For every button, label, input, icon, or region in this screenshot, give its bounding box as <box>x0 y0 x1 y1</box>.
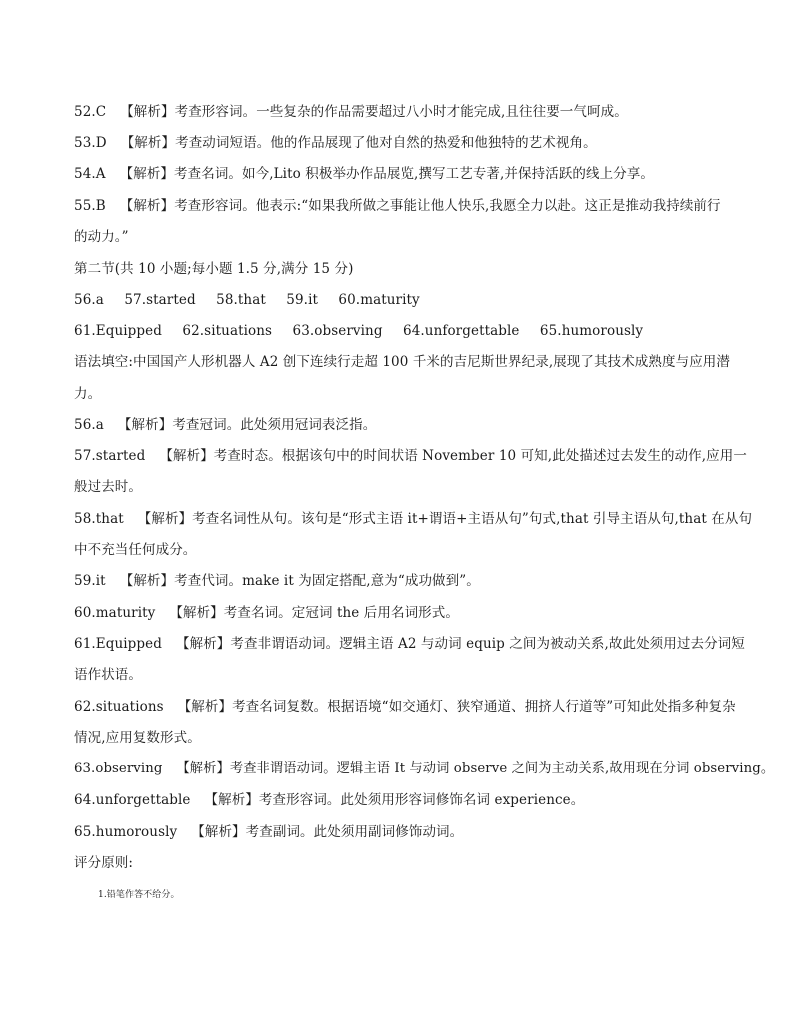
scoring-rule-1: 1.铅笔作答不给分。 <box>98 890 180 900</box>
scoring-heading: 评分原则: <box>74 855 134 871</box>
item-number: 55.B <box>74 198 106 214</box>
item-text: 【解析】考查时态。根据该句中的时间状语 November 10 可知,此处描述过去发生的动作,应用一 <box>159 448 747 464</box>
item-text: 【解析】考查非谓语动词。逻辑主语 It 与动词 observe 之间为主动关系,故用现在分词 observing。 <box>176 761 775 776</box>
item-52 <box>74 104 754 120</box>
explanation-59 <box>74 573 754 589</box>
item-text: 【解析】考查非谓语动词。逻辑主语 A2 与动词 equip 之间为被动关系,故此处须用过去分词短 <box>176 636 745 652</box>
answer: 62.situations <box>182 323 273 339</box>
item-number: 59.it <box>74 573 106 589</box>
answer: 56.a <box>74 292 104 308</box>
answer: 60.maturity <box>338 292 420 308</box>
item-number: 62.situations <box>74 699 164 715</box>
item-text: 【解析】考查名词性从句。该句是“形式主语 it+谓语+主语从句”句式,that 引导主语从句,that 在从句 <box>137 511 753 527</box>
answer: 64.unforgettable <box>403 323 520 339</box>
item-number: 60.maturity <box>74 605 156 621</box>
answer: 65.humorously <box>539 323 644 339</box>
item-number: 54.A <box>74 166 106 182</box>
answer: 58.that <box>216 292 266 308</box>
item-text: 【解析】考查副词。此处须用副词修饰动词。 <box>191 824 464 840</box>
item-text: 【解析】考查形容词。他表示:“如果我所做之事能让他人快乐,我愿全力以赴。这正是推动我持续前行 <box>119 198 721 214</box>
answer: 57.started <box>124 292 196 308</box>
item-text: 【解析】考查形容词。一些复杂的作品需要超过八小时才能完成,且往往要一气呵成。 <box>120 104 628 120</box>
section-heading: 第二节(共 10 小题;每小题 1.5 分,满分 15 分) <box>74 261 354 277</box>
explanation-63 <box>74 761 775 777</box>
explanation-62 <box>74 699 754 715</box>
explanation-64 <box>74 792 754 808</box>
answer: 63.observing <box>292 323 383 339</box>
explanation-60 <box>74 605 754 621</box>
item-text: 【解析】考查动词短语。他的作品展现了他对自然的热爱和他独特的艺术视角。 <box>120 135 597 151</box>
item-number: 63.observing <box>74 761 163 776</box>
item-number: 53.D <box>74 135 107 151</box>
explanation-58 <box>74 511 754 527</box>
item-number: 52.C <box>74 104 107 120</box>
item-55-continued: 的动力。” <box>74 229 129 245</box>
passage-intro: 语法填空:中国国产人形机器人 A2 创下连续行走超 100 千米的吉尼斯世界纪录,展现了其技术成熟度与应用潜 <box>74 354 731 370</box>
item-53 <box>74 135 754 151</box>
item-text: 【解析】考查形容词。此处须用形容词修饰名词 experience。 <box>204 792 585 808</box>
explanation-58-continued: 中不充当任何成分。 <box>74 542 197 558</box>
item-55 <box>74 198 754 214</box>
answer: 61.Equipped <box>74 323 162 339</box>
item-text: 【解析】考查代词。make it 为固定搭配,意为“成功做到”。 <box>119 573 480 589</box>
explanation-56 <box>74 417 754 433</box>
explanation-61 <box>74 636 754 652</box>
item-number: 61.Equipped <box>74 636 162 652</box>
item-number: 65.humorously <box>74 824 178 840</box>
passage-intro-continued: 力。 <box>74 386 102 402</box>
item-54 <box>74 166 754 182</box>
item-number: 56.a <box>74 417 104 433</box>
item-number: 58.that <box>74 511 124 527</box>
item-number: 64.unforgettable <box>74 792 191 808</box>
answers-row-2 <box>74 323 754 339</box>
explanation-62-continued: 情况,应用复数形式。 <box>74 730 201 746</box>
explanation-65 <box>74 824 754 840</box>
item-text: 【解析】考查冠词。此处须用冠词表泛指。 <box>117 417 377 433</box>
item-text: 【解析】考查名词复数。根据语境“如交通灯、狭窄通道、拥挤人行道等”可知此处指多种复杂 <box>177 699 736 715</box>
answers-row-1 <box>74 292 754 308</box>
explanation-57 <box>74 448 754 464</box>
explanation-57-continued: 般过去时。 <box>74 479 142 495</box>
explanation-61-continued: 语作状语。 <box>74 667 142 683</box>
item-text: 【解析】考查名词。如今,Lito 积极举办作品展览,撰写工艺专著,并保持活跃的线上分享。 <box>119 166 655 182</box>
answer: 59.it <box>286 292 319 308</box>
item-number: 57.started <box>74 448 146 464</box>
item-text: 【解析】考查名词。定冠词 the 后用名词形式。 <box>169 605 459 621</box>
